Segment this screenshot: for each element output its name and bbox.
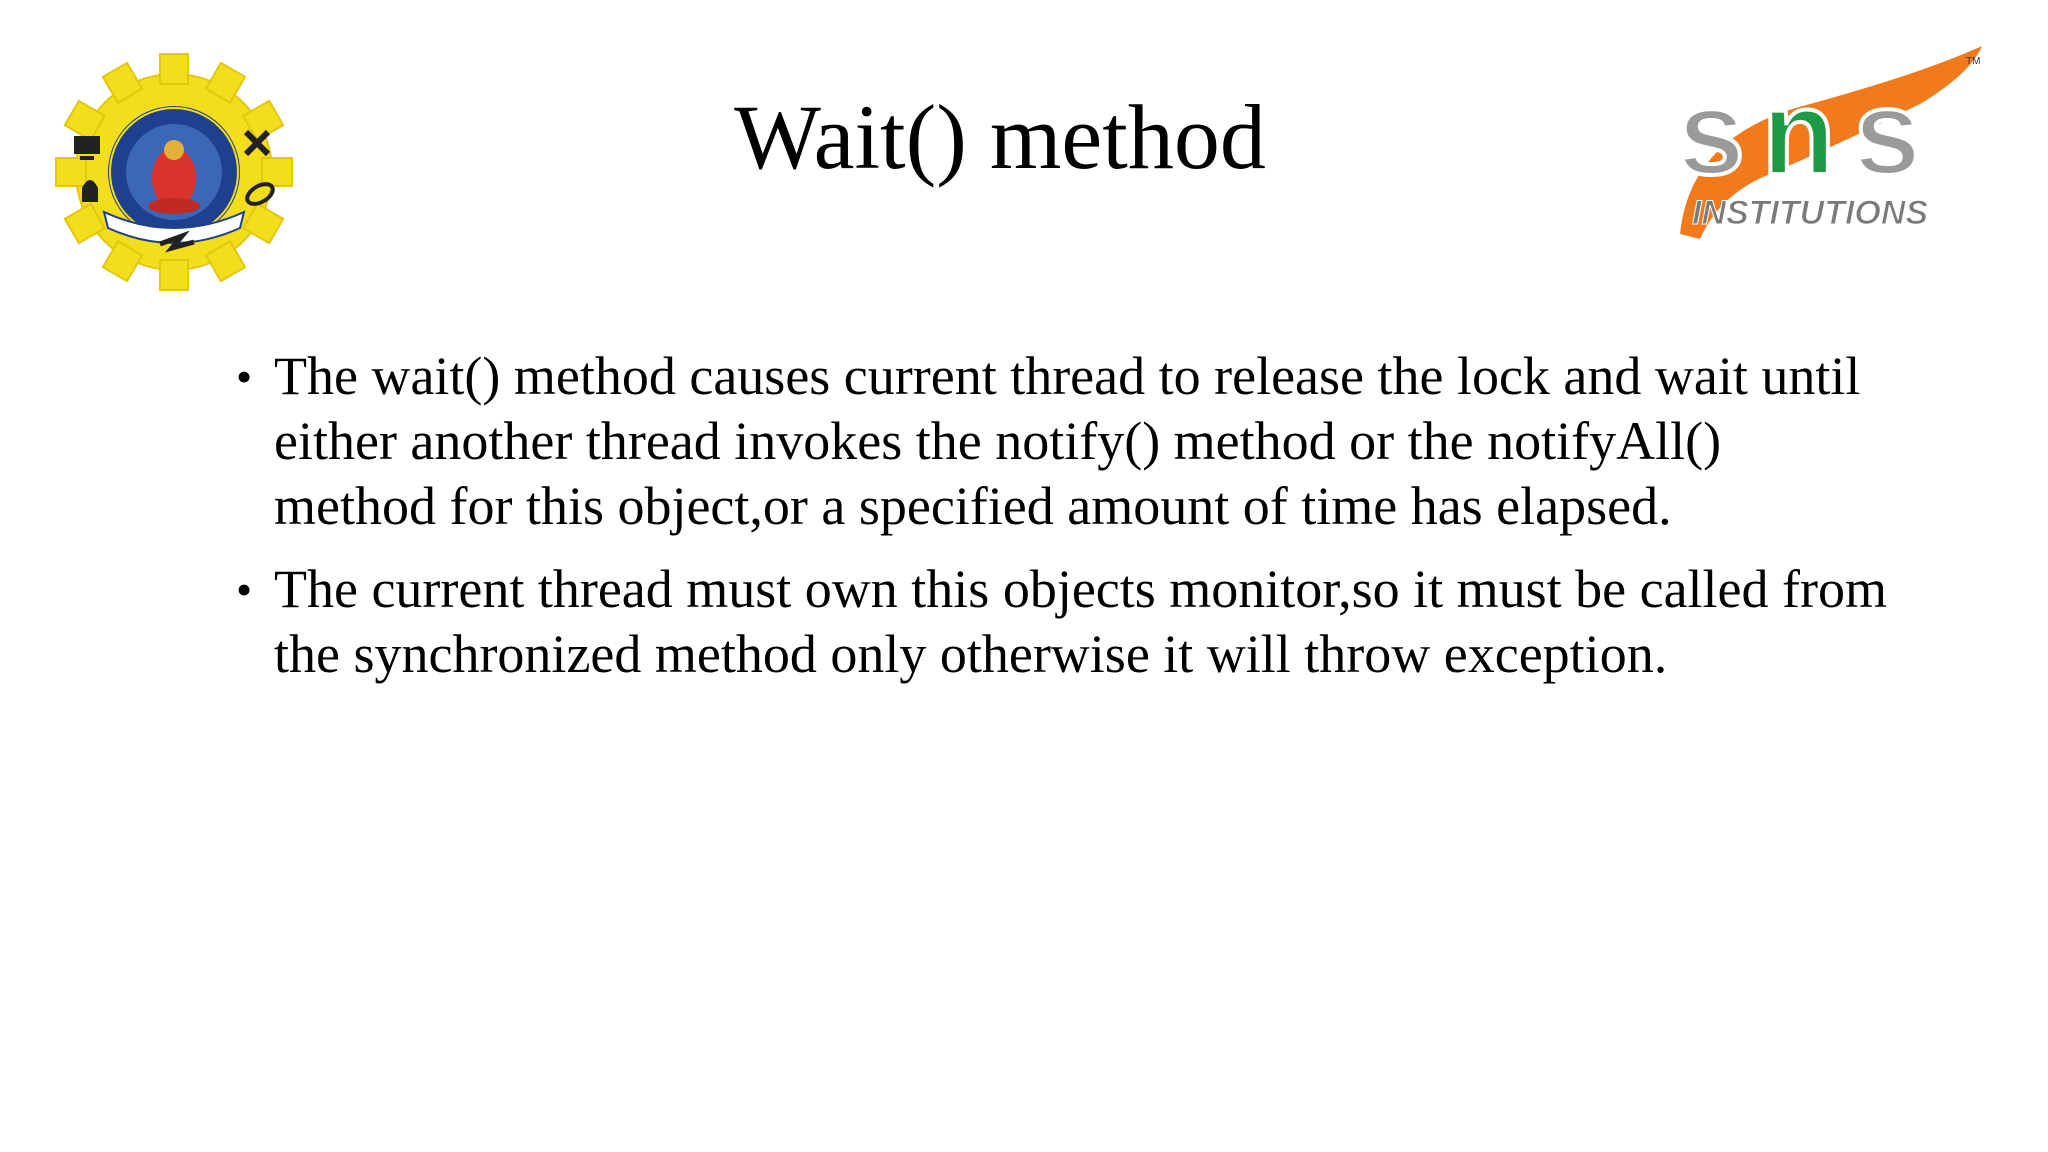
bullet-marker: • (236, 564, 253, 615)
svg-text:s: s (1678, 66, 1745, 200)
bullet-item (236, 557, 1896, 687)
sns-institutions-logo (1670, 44, 1990, 244)
svg-text:s: s (1854, 66, 1921, 200)
bullet-text: The current thread must own this objects monitor,so it must be called from the synchronized method only otherwise it will throw exception. (274, 559, 1887, 684)
bullet-marker: • (236, 351, 253, 402)
svg-text:INSTITUTIONS: INSTITUTIONS (1692, 194, 1929, 232)
bullet-item (236, 344, 1896, 539)
svg-text:n: n (1762, 66, 1836, 200)
bullet-list (236, 344, 1896, 705)
svg-text:TM: TM (1966, 56, 1981, 67)
bullet-text: The wait() method causes current thread to release the lock and wait until either another thread invokes the notify() method or the notifyAll() method for this object,or a specified amount of time has elapsed. (274, 346, 1861, 536)
slide-title: Wait() method (734, 86, 1266, 188)
